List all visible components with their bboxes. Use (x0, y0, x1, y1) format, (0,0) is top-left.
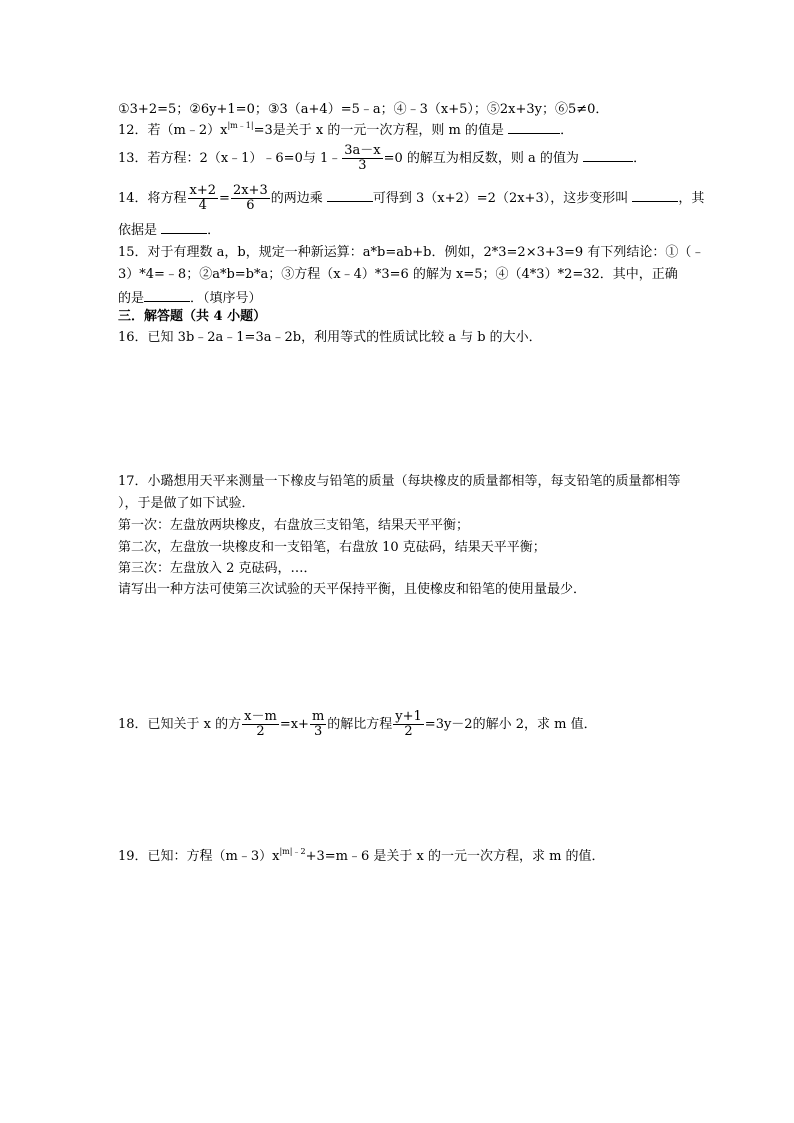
q17-line-1: 17．小璐想用天平来测量一下橡皮与铅笔的质量（每块橡皮的质量都相等，每支铅笔的质量都相等 (118, 474, 681, 489)
q13-text: =0 的解互为相反数，则 a 的值为 (383, 151, 579, 166)
q13-frac-den: 3 (358, 158, 367, 173)
q15-line-3 (118, 289, 262, 307)
q18-prefix: 18．已知关于 x 的方 (118, 717, 242, 732)
q11-options: ①3+2=5；②6y+1=0；③3（a+4）=5﹣a；④﹣3（x+5）；⑤2x+3y；⑥5≠0． (118, 102, 609, 117)
q18-text-3: =3y－2的解小 2，求 m 值． (424, 717, 597, 732)
q12-end: ． (560, 123, 574, 138)
question-14-line2 (118, 221, 220, 239)
q18-f1-num: x－m (244, 709, 277, 724)
question-16: 16．已知 3b﹣2a﹣1=3a﹣2b，利用等式的性质试比较 a 与 b 的大小． (118, 330, 542, 345)
q15-line-2: 3）*4=﹣8；②a*b=b*a；③方程（x﹣4）*3=6 的解为 x=5；④（4*3）*2=32．其中，正确 (118, 267, 678, 282)
q18-f3-num: y+1 (395, 709, 422, 724)
question-18 (118, 710, 597, 739)
q14-basis-label: 依据是 (118, 223, 158, 238)
q17-line-6: 请写出一种方法可使第三次试验的天平保持平衡，且使橡皮和铅笔的使用量最少． (118, 582, 587, 597)
q18-fraction-2 (310, 710, 326, 739)
q14-blank-1[interactable] (327, 189, 373, 202)
q15-prefix: 的是 (118, 291, 145, 306)
q19-text: +3=m﹣6 是关于 x 的一元一次方程，求 m 的值． (305, 849, 605, 864)
q14-blank-2[interactable] (632, 189, 678, 202)
q13-frac-num: 3a－x (344, 143, 381, 158)
section-3-heading: 三．解答题（共 4 小题） (118, 309, 267, 324)
q17-line-3: 第一次：左盘放两块橡皮，右盘放三支铅笔，结果天平平衡； (118, 518, 470, 533)
q12-prefix: 12．若（m﹣2）x (118, 123, 228, 138)
q12-text: =3是关于 x 的一元一次方程，则 m 的值是 (253, 123, 504, 138)
q18-f2-den: 3 (313, 724, 323, 739)
q14-text-3: ，其 (678, 191, 705, 206)
q14-blank-3[interactable] (161, 221, 207, 234)
q18-text-1: =x+ (279, 717, 309, 732)
q13-prefix: 13．若方程：2（x﹣1）﹣6=0与 1﹣ (118, 151, 342, 166)
q18-f1-den: 2 (256, 724, 265, 739)
q17-line-2: ），于是做了如下试验． (118, 496, 255, 511)
q12-exponent: |m﹣1| (227, 121, 254, 130)
question-13 (118, 144, 646, 173)
q19-exponent: |m|﹣2 (279, 847, 306, 856)
q13-fraction (342, 144, 382, 173)
q17-line-5: 第三次：左盘放入 2 克砝码，…． (118, 561, 317, 576)
q14-fraction-left (188, 184, 219, 213)
q14-end: ． (207, 223, 221, 238)
q17-line-4: 第二次，左盘放一块橡皮和一支铅笔，右盘放 10 克砝码，结果天平平衡； (118, 540, 546, 555)
q14-f2-num: 2x+3 (232, 183, 268, 198)
question-19 (118, 849, 605, 865)
q18-fraction-3 (393, 710, 424, 739)
q18-fraction-1 (242, 710, 279, 739)
q14-f1-num: x+2 (189, 183, 217, 198)
question-12 (118, 121, 573, 139)
q15-answer-blank[interactable] (144, 289, 190, 302)
q14-f1-den: 4 (198, 198, 207, 213)
q15-suffix: ．（填序号） (190, 291, 262, 306)
q14-f2-den: 6 (246, 198, 255, 213)
q14-equals: = (219, 191, 230, 206)
q15-line-1: 15．对于有理数 a，b，规定一种新运算：a*b=ab+b．例如，2*3=2×3+3=9 有下列结论：①（﹣ (118, 245, 705, 260)
q13-end: ． (633, 151, 647, 166)
q14-text-2: 可得到 3（x+2）=2（2x+3），这步变形叫 (372, 191, 629, 206)
q12-answer-blank[interactable] (508, 121, 560, 134)
q18-f2-num: m (311, 709, 325, 724)
q18-f3-den: 2 (404, 724, 413, 739)
q14-prefix: 14．将方程 (118, 191, 187, 206)
q14-fraction-right (231, 184, 270, 213)
q14-text-1: 的两边乘 (270, 191, 323, 206)
q18-text-2: 的解比方程 (327, 717, 393, 732)
q19-prefix: 19．已知：方程（m﹣3）x (118, 849, 280, 864)
question-14 (118, 184, 704, 213)
q13-answer-blank[interactable] (583, 149, 633, 162)
